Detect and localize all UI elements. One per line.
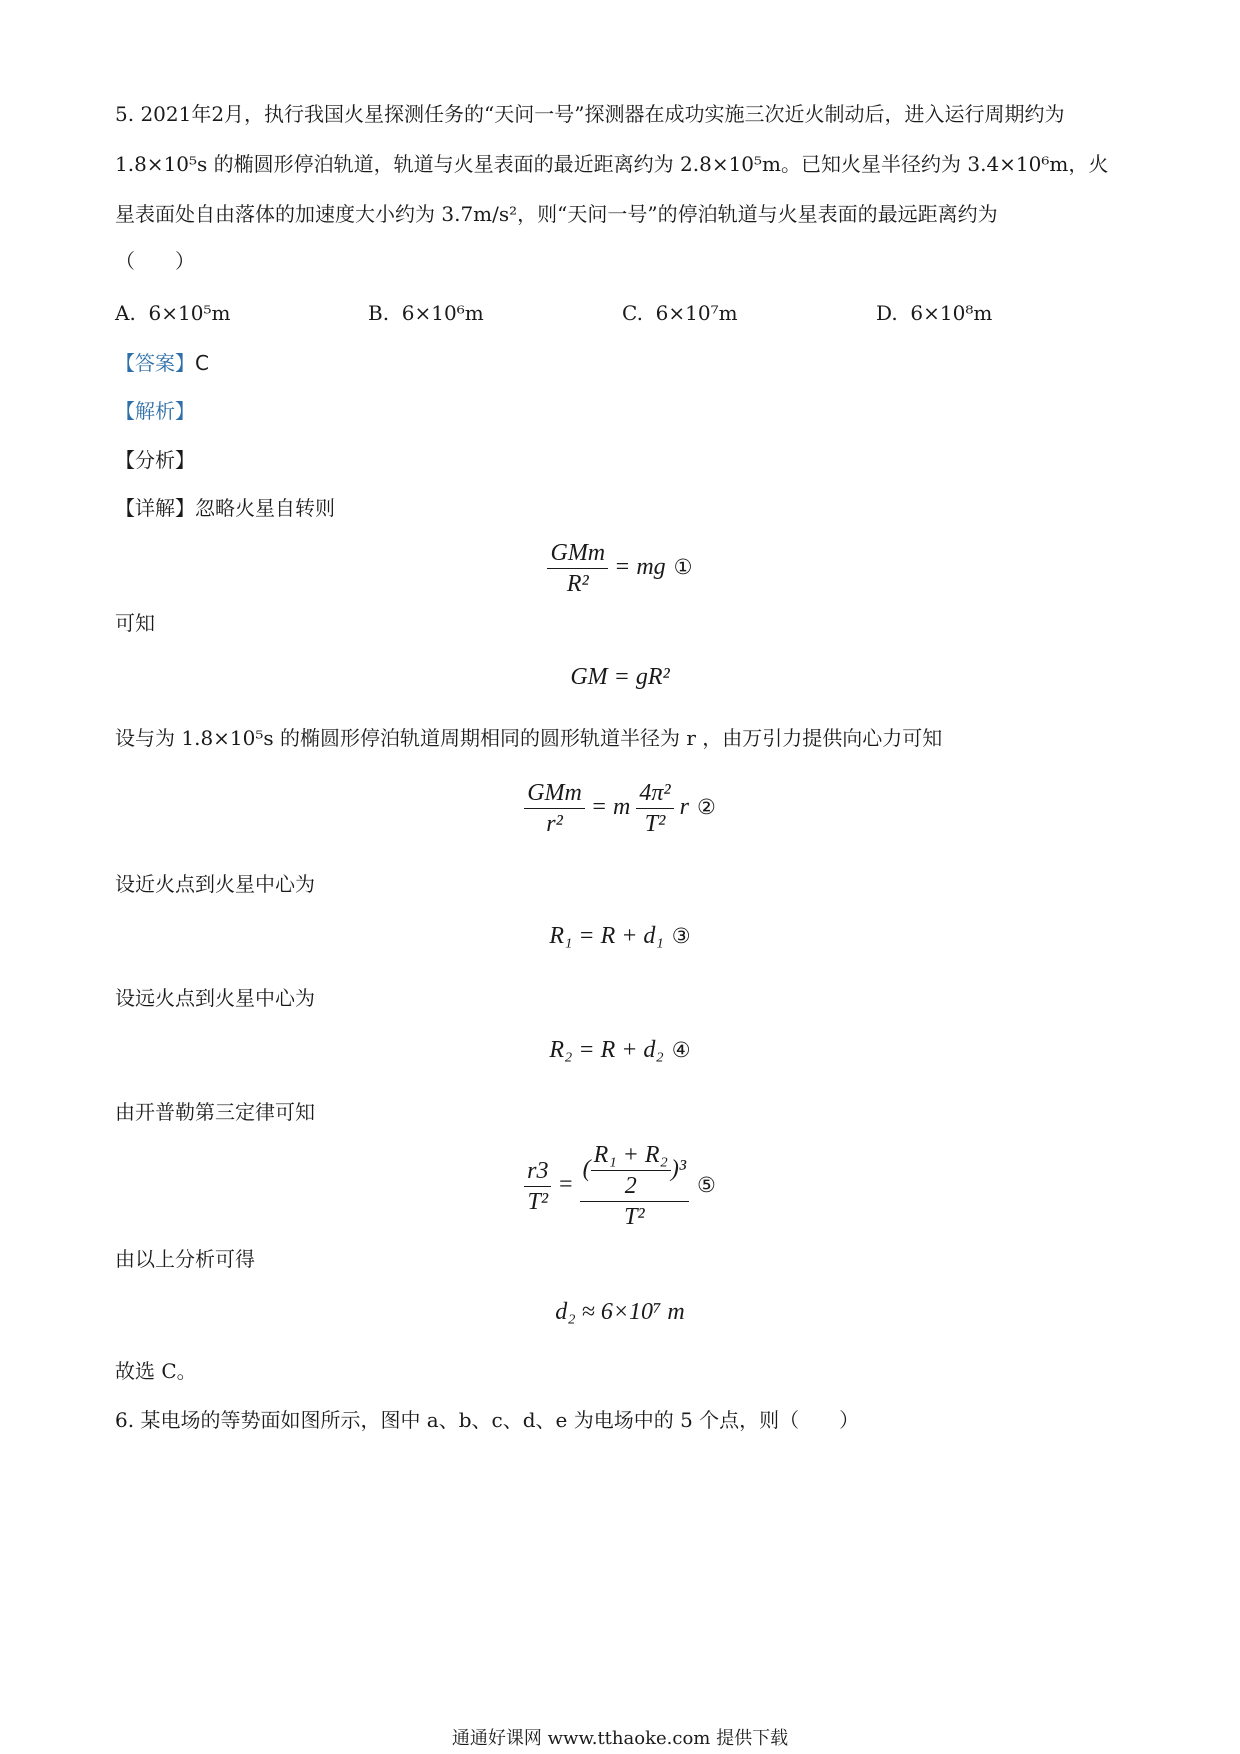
conclude-text: 由以上分析可得 xyxy=(115,1247,255,1271)
eq3-numerator: GMm xyxy=(524,778,585,809)
eq6-inner-fraction xyxy=(591,1140,671,1201)
eq1-rhs: = mg xyxy=(614,554,666,581)
eq6-denominator: T² xyxy=(527,1188,549,1215)
eq6-close-paren: )³ xyxy=(670,1156,687,1183)
eq6-fraction-left xyxy=(524,1156,551,1217)
option-a-text: 6×10⁵m xyxy=(148,301,231,325)
jiexi-label: 【解析】 xyxy=(115,399,195,423)
equation-3 xyxy=(0,778,1240,839)
eq6-mark: ⑤ xyxy=(697,1172,716,1197)
eq1-mark: ① xyxy=(673,555,693,580)
answer-line xyxy=(115,349,209,377)
answer-label: 【答案】 xyxy=(115,351,195,375)
set-far-text: 设远火点到火星中心为 xyxy=(115,986,315,1010)
answer-value: C xyxy=(195,351,209,375)
option-b-text: 6×10⁶m xyxy=(401,301,484,325)
eq6-inner-numerator: R₁ + R₂ xyxy=(591,1140,671,1171)
eq6-inner-denominator: 2 xyxy=(624,1173,637,1199)
q5-stem-text: 5. 2021年2月，执行我国火星探测任务的“天问一号”探测器在成功实施三次近火制动后，进入运行周期约为 1.8×10⁵s 的椭圆形停泊轨道，轨道与火星表面的最近距离约为 2.8×10⁵m。已知火星半径约为 3.4×10⁶m，火星表面处自由落体的加速度大小约为 3.7m/s²，则“天问一号”的停泊轨道与火星表面的最远距离约为 xyxy=(115,102,1109,226)
eq3-fraction-left xyxy=(524,778,585,839)
fenxi-label: 【分析】 xyxy=(115,448,195,472)
option-a-letter: A. xyxy=(115,301,136,325)
set-r-text: 设与为 1.8×10⁵s 的椭圆形停泊轨道周期相同的圆形轨道半径为 r ，由万引力提供向心力可知 xyxy=(115,726,943,750)
eq3-fraction-right xyxy=(636,778,673,839)
xiangjie-line xyxy=(115,494,335,522)
option-b-letter: B. xyxy=(368,301,390,325)
q5-paren: （ ） xyxy=(115,249,195,273)
eq6-big-numerator xyxy=(580,1140,689,1202)
eq3-fraction-denominator: T² xyxy=(644,811,666,837)
eq3-m: = m xyxy=(590,794,631,821)
equation-2: GM = gR² xyxy=(570,664,670,690)
eq6-equals: = xyxy=(557,1171,574,1198)
eq3-mark: ② xyxy=(696,795,716,820)
set-near-text: 设近火点到火星中心为 xyxy=(115,872,315,896)
option-b xyxy=(368,301,484,325)
q5-stem xyxy=(115,89,1125,239)
equation-4 xyxy=(0,923,1240,950)
option-d-text: 6×10⁸m xyxy=(910,301,993,325)
eq5-mark: ④ xyxy=(671,1038,691,1062)
footer: 通通好课网 www.tthaoke.com 提供下载 xyxy=(451,1728,789,1749)
eq1-numerator: GMm xyxy=(547,538,608,569)
eq3-r: r xyxy=(679,794,689,821)
equation-1 xyxy=(0,538,1240,599)
option-c-text: 6×10⁷m xyxy=(655,301,738,325)
option-c xyxy=(622,301,738,325)
eq3-denominator: r² xyxy=(546,811,563,837)
option-a xyxy=(115,301,230,325)
eq3-fraction-numerator: 4π² xyxy=(636,778,673,809)
option-d-letter: D. xyxy=(876,301,898,325)
eq6-fraction-right xyxy=(580,1140,689,1232)
equation-7: d₂ ≈ 6×10⁷ m xyxy=(555,1299,685,1325)
eq1-fraction xyxy=(547,538,608,599)
equation-6 xyxy=(0,1140,1240,1232)
eq6-open-paren: ( xyxy=(582,1156,591,1183)
equation-5 xyxy=(0,1037,1240,1064)
eq6-big-denominator: T² xyxy=(624,1204,645,1230)
eq6-numerator: r3 xyxy=(524,1156,551,1187)
eq4-body: R₁ = R + d₁ xyxy=(549,923,664,949)
kezhi-text: 可知 xyxy=(115,611,155,635)
eq4-mark: ③ xyxy=(671,924,691,948)
xiangjie-text: 忽略火星自转则 xyxy=(195,496,335,520)
option-c-letter: C. xyxy=(622,301,643,325)
xiangjie-label: 【详解】 xyxy=(115,496,195,520)
kepler-text: 由开普勒第三定律可知 xyxy=(115,1100,315,1124)
option-d xyxy=(876,301,992,325)
q6-stem: 6. 某电场的等势面如图所示，图中 a、b、c、d、e 为电场中的 5 个点，则（ ） xyxy=(115,1408,860,1432)
eq1-denominator: R² xyxy=(566,571,589,597)
eq5-body: R₂ = R + d₂ xyxy=(549,1037,664,1063)
choose-text: 故选 C。 xyxy=(115,1359,197,1383)
